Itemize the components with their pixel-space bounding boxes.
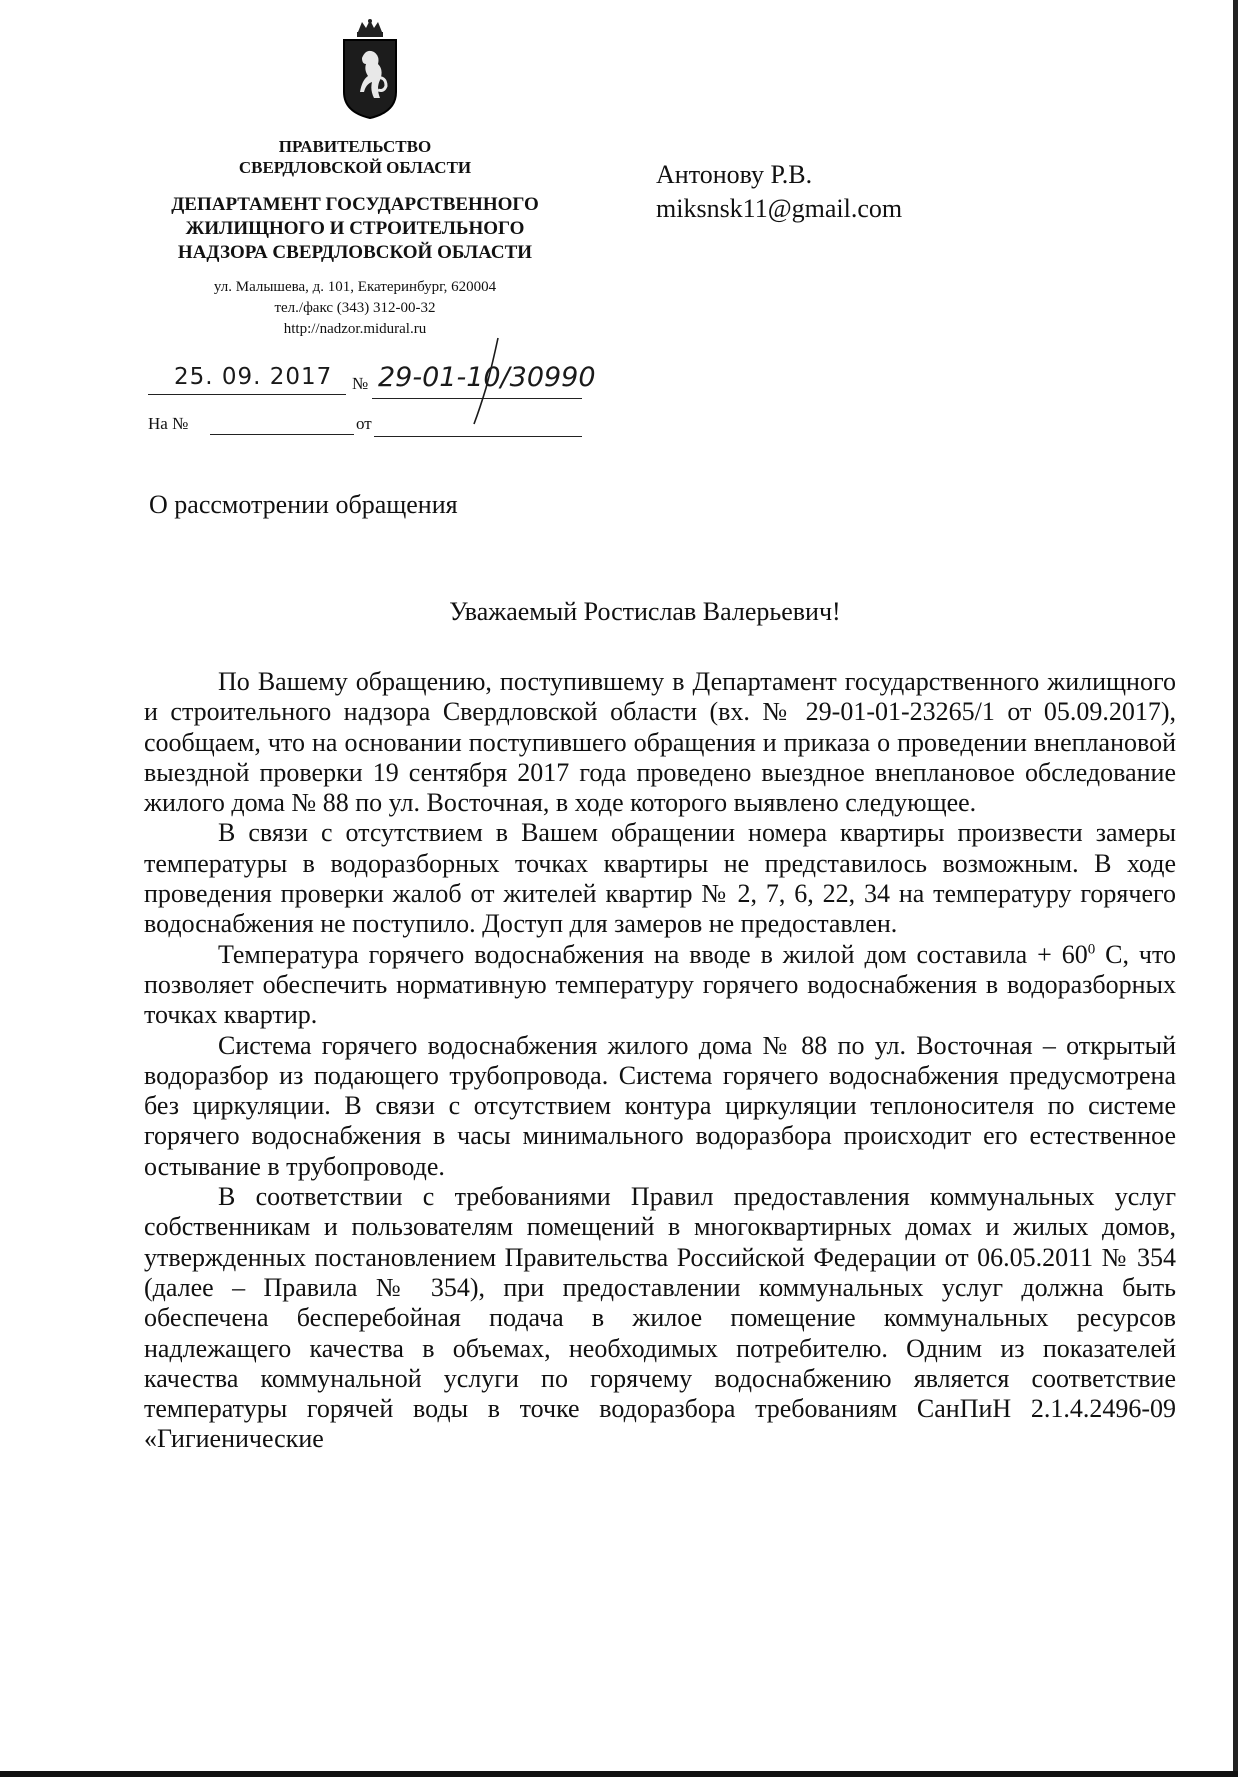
letter-body [144,667,1176,1455]
number-sign: № [352,374,369,393]
registration-number: 29-01-10/30990 [378,362,596,393]
department-website: http://nadzor.midural.ru [283,321,427,337]
reference-number-underline [210,434,354,435]
body-paragraph: По Вашему обращению, поступившему в Департамент государственного жилищного и строительного надзора Свердловской области (вх. № 29-01-01-23265/1 от 05.09.2017), сообщаем, что на основании поступившего обращения и приказа о проведении внеплановой выездной проверки 19 сентября 2017 года проведено выездное внеплановое обследование жилого дома № 88 по ул. Восточная, в ходе которого выявлено следующее. [144,667,1176,818]
letter-subject: О рассмотрении обращения [149,490,458,519]
handwritten-slash-stroke [468,336,508,426]
paragraph-text: С, что позволяет обеспечить нормативную температуру горячего водоснабжения в водоразборных точках квартир. [144,939,1176,1030]
body-paragraph [144,940,1176,1031]
department-address: ул. Малышева, д. 101, Екатеринбург, 620004 [213,279,497,295]
department-line: ЖИЛИЩНОГО И СТРОИТЕЛЬНОГО [185,218,525,239]
department-line: ДЕПАРТАМЕНТ ГОСУДАРСТВЕННОГО [171,194,539,215]
government-name [130,136,580,178]
department-line: НАДЗОРА СВЕРДЛОВСКОЙ ОБЛАСТИ [177,242,533,263]
department-name [130,193,580,265]
scan-edge-bottom [0,1771,1238,1777]
coat-of-arms-emblem [340,18,400,120]
reference-date-underline [374,436,582,437]
degree-superscript: 0 [1087,941,1096,958]
date-underline [148,394,346,395]
recipient-name: Антонову Р.В. [656,160,813,189]
scan-edge-right [1233,0,1238,1777]
body-paragraph: В связи с отсутствием в Вашем обращении номера квартиры произвести замеры температуры в водоразборных точках квартиры не представилось возможным. В ходе проведения проверки жалоб от жителей квартир № 2, 7, 6, 22, 34 на температуру горячего водоснабжения не поступило. Доступ для замеров не предоставлен. [144,818,1176,939]
recipient-block [656,158,902,226]
body-paragraph: В соответствии с требованиями Правил предоставления коммунальных услуг собственникам и пользователям помещений в многоквартирных домах и жилых домов, утвержденных постановлением Правительства Российской Федерации от 06.05.2011 № 354 (далее – Правила № 354), при предоставлении коммунальных услуг должна быть обеспечена бесперебойная подача в жилое помещение коммунальных ресурсов надлежащего качества в объемах, необходимых потребителю. Одним из показателей качества коммунальной услуги по горячему водоснабжению является соответствие температуры горячей воды в точке водоразбора требованиям СанПиН 2.1.4.2496-09 «Гигиенические [144,1182,1176,1454]
department-phone: тел./факс (343) 312-00-32 [274,300,436,316]
recipient-email: miksnsk11@gmail.com [656,194,903,223]
body-paragraph: Система горячего водоснабжения жилого дома № 88 по ул. Восточная – открытый водоразбор из подающего трубопровода. Система горячего водоснабжения предусмотрена без циркуляции. В связи с отсутствием контура циркуляции теплоносителя по системе горячего водоснабжения в часы минимального водоразбора происходит его естественное остывание в трубопроводе. [144,1030,1176,1181]
letter-greeting: Уважаемый Ростислав Валерьевич! [449,597,841,626]
government-line: СВЕРДЛОВСКОЙ ОБЛАСТИ [238,158,472,177]
registration-date: 25. 09. 2017 [174,364,333,390]
reference-date-label: от [356,414,372,433]
department-contacts [130,277,580,340]
reference-number-label: На № [148,414,189,433]
government-line: ПРАВИТЕЛЬСТВО [278,137,432,156]
paragraph-text: Температура горячего водоснабжения на вводе в жилой дом составила + 60 [218,939,1088,969]
